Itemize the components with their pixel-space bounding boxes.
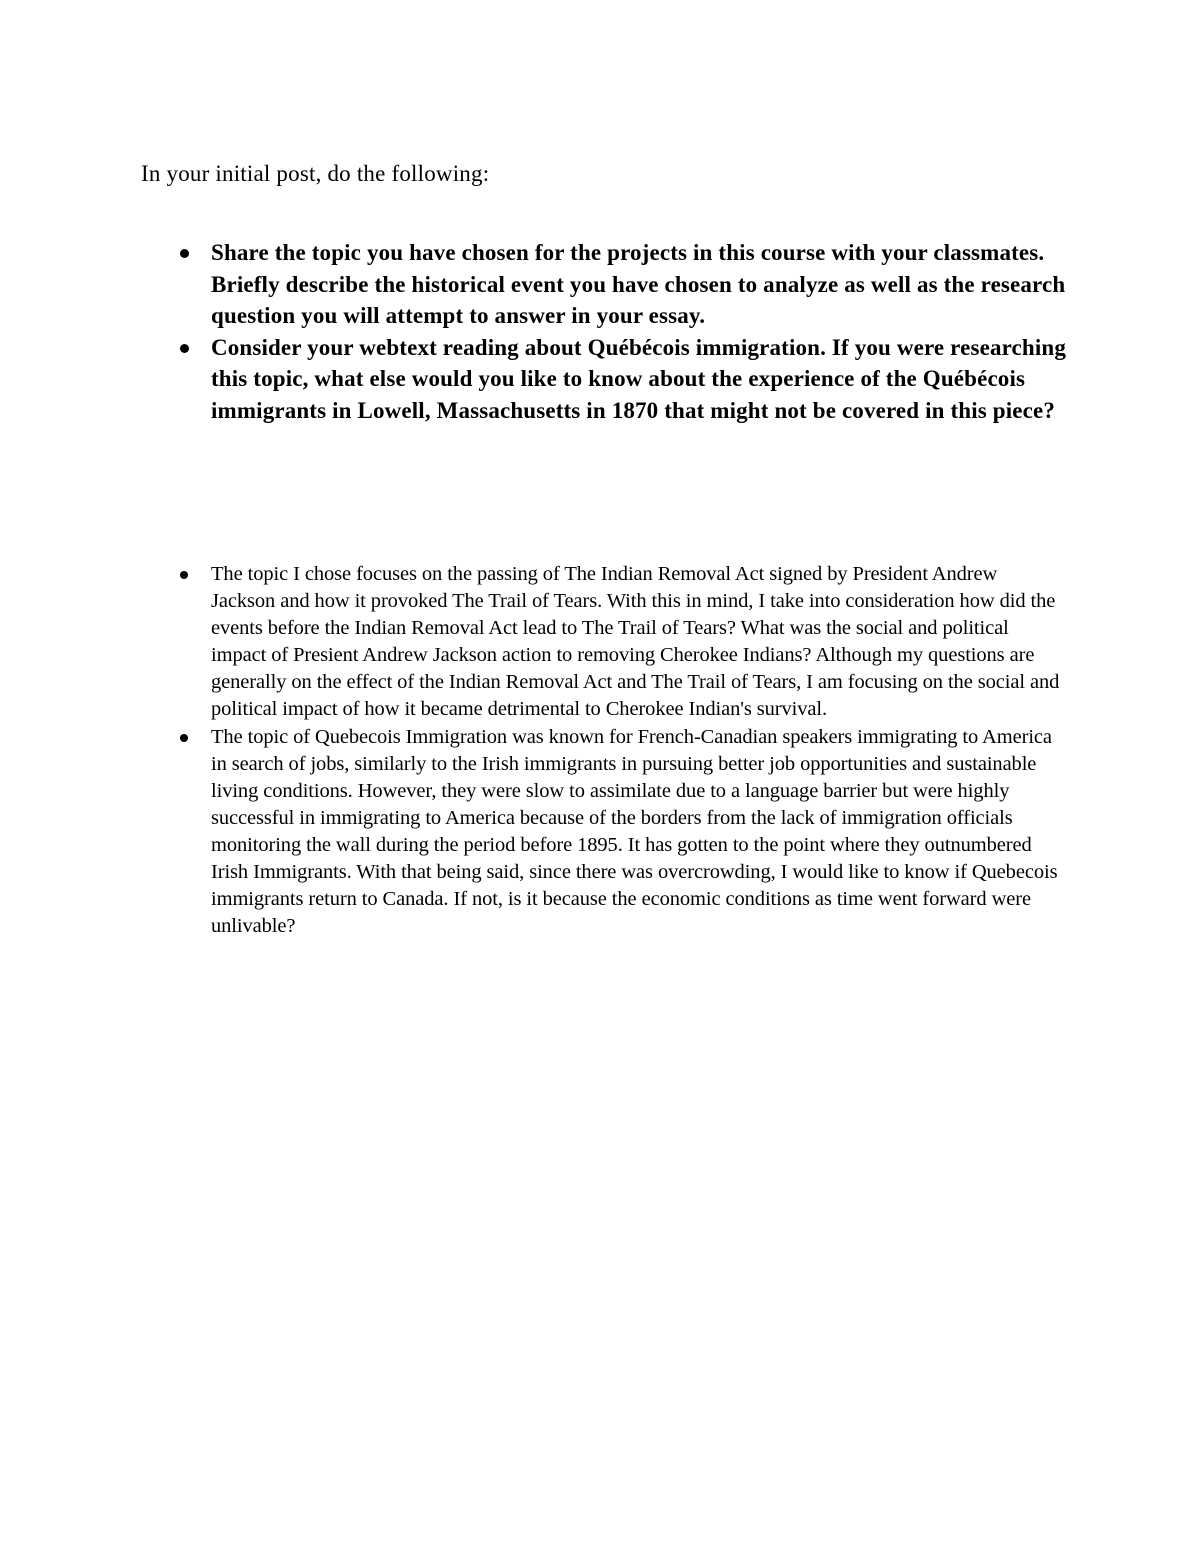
response-text: The topic I chose focuses on the passing of The Indian Removal Act signed by President Andrew Jackson and how it provoked The Trail of Tears. With this in mind, I take into consideration how did the events before the Indian Removal Act lead to The Trail of Tears? What was the social and political impact of Presient Andrew Jackson action to removing Cherokee Indians? Although my questions are generally on the effect of the Indian Removal Act and The Trail of Tears, I am focusing on the social and political impact of how it became detrimental to Cherokee Indian's survival. [211,563,1060,721]
response-item [0,561,1062,724]
bullet-icon [180,571,188,579]
response-text: The topic of Quebecois Immigration was known for French-Canadian speakers immigrating to America in search of jobs, similarly to the Irish immigrants in pursuing better job opportunities and sustainable living conditions. However, they were slow to assimilate due to a language barrier but were highly successful in immigrating to America because of the borders from the lack of immigration officials monitoring the wall during the period before 1895. It has gotten to the point where they outnumbered Irish Immigrants. With that being said, since there was overcrowding, I would like to know if Quebecois immigrants return to Canada. If not, is it because the economic conditions as time went forward were unlivable? [211,725,1058,938]
response-item [0,724,1062,941]
bullet-icon [180,344,189,353]
prompt-intro: In your initial post, do the following: [141,161,490,186]
bullet-icon [180,249,189,258]
bullet-icon [180,734,188,742]
instruction-text: Share the topic you have chosen for the projects in this course with your classmates. Briefly describe the historical event you have chosen to analyze as well as the research question you will attempt to answer in your essay. [211,240,1066,328]
response-list [0,561,1062,940]
instruction-item [0,332,1080,427]
instruction-list [0,237,1080,426]
instruction-text: Consider your webtext reading about Québécois immigration. If you were researching this topic, what else would you like to know about the experience of the Québécois immigrants in Lowell, Massachusetts in 1870 that might not be covered in this piece? [211,334,1066,423]
instruction-item [0,237,1080,332]
